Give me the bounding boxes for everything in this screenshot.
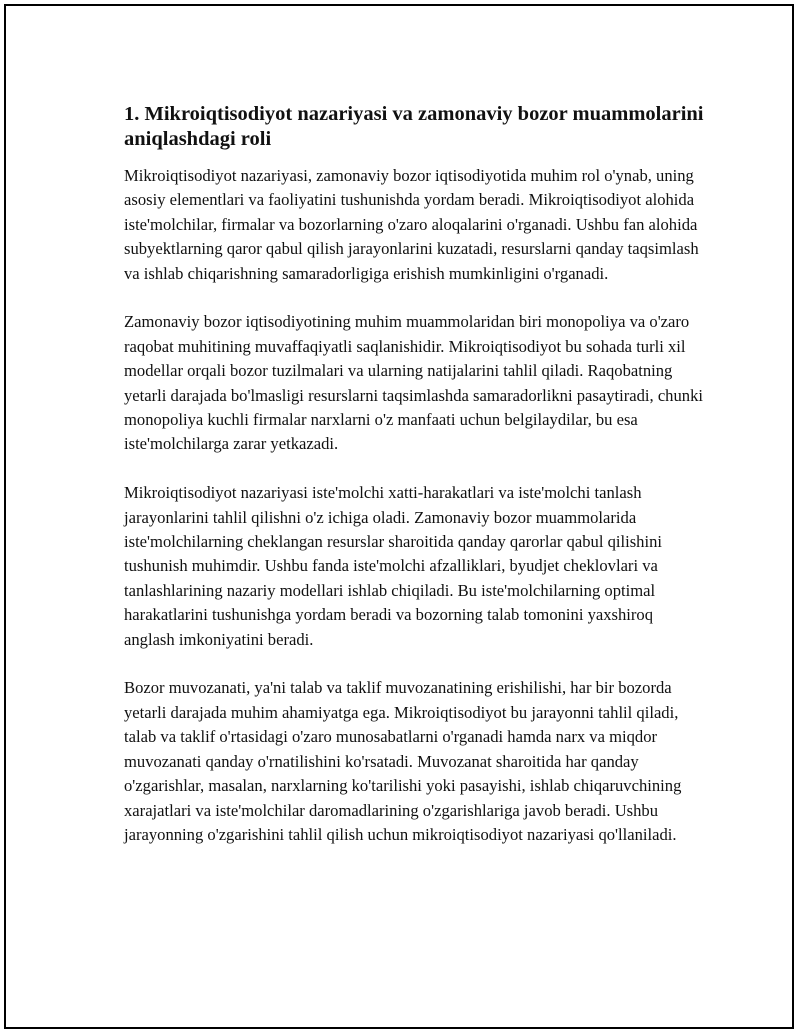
paragraph-3: Mikroiqtisodiyot nazariyasi iste'molchi xatti-harakatlari va iste'molchi tanlash jarayonlarini tahlil qilishni o'z ichiga oladi. Zamonaviy bozor muammolarida iste'molchilarning cheklangan resurslar sharoitida qanday qarorlar qabul qilishini tushunish muhimdir. Ushbu fanda iste'molchi afzalliklari, byudjet cheklovlari va tanlashlarining nazariy modellari ishlab chiqiladi. Bu iste'molchilarning optimal harakatlarini tushunishga yordam beradi va bozorning talab tomonini yaxshiroq anglash imkoniyatini beradi. <box>124 483 662 649</box>
paragraph-1: Mikroiqtisodiyot nazariyasi, zamonaviy bozor iqtisodiyotida muhim rol o'ynab, uning asosiy elementlari va faoliyatini tushunishda yordam beradi. Mikroiqtisodiyot alohida iste'molchilar, firmalar va bozorlarning o'zaro aloqalarini o'rganadi. Ushbu fan alohida subyektlarning qaror qabul qilish jarayonlarini kuzatadi, resurslarni qanday taqsimlash va ishlab chiqarishning samaradorligiga erishish mumkinligini o'rganadi. <box>124 166 699 283</box>
document-body <box>124 102 704 872</box>
paragraph-2: Zamonaviy bozor iqtisodiyotining muhim muammolaridan biri monopoliya va o'zaro raqobat muhitining muvaffaqiyatli saqlanishidir. Mikroiqtisodiyot bu sohada turli xil modellar orqali bozor tuzilmalari va ularning natijalarini tahlil qiladi. Raqobatning yetarli darajada bo'lmasligi resurslarni taqsimlashda samaradorlikni pasaytiradi, chunki monopoliya kuchli firmalar narxlarni o'z manfaati uchun belgilaydilar, bu esa iste'molchilarga zarar yetkazadi. <box>124 312 703 454</box>
document-heading: 1. Mikroiqtisodiyot nazariyasi va zamonaviy bozor muammolarini aniqlashdagi roli <box>124 103 704 150</box>
paragraph-4: Bozor muvozanati, ya'ni talab va taklif muvozanatining erishilishi, har bir bozorda yetarli darajada muhim ahamiyatga ega. Mikroiqtisodiyot bu jarayonni tahlil qiladi, talab va taklif o'rtasidagi o'zaro munosabatlarni o'rganadi hamda narx va miqdor muvozanati qanday o'rnatilishini ko'rsatadi. Muvozanat sharoitida har qanday o'zgarishlar, masalan, narxlarning ko'tarilishi yoki pasayishi, ishlab chiqaruvchining xarajatlari va iste'molchilar daromadlarining o'zgarishlariga javob beradi. Ushbu jarayonning o'zgarishini tahlil qilish uchun mikroiqtisodiyot nazariyasi qo'llaniladi. <box>124 678 682 844</box>
page-frame <box>4 4 794 1029</box>
